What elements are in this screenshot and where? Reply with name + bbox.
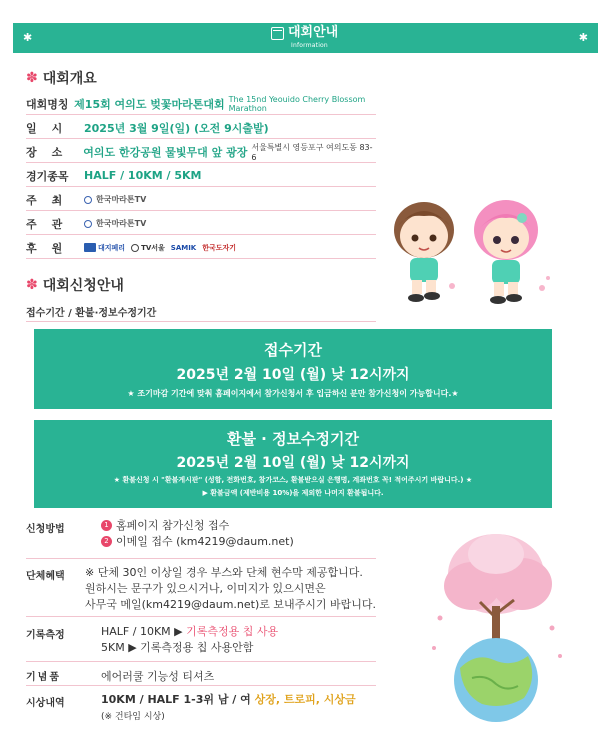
daeji-ferry-logo-icon — [84, 243, 96, 252]
header-title-text: 대회안내 — [288, 25, 339, 40]
sponsor-logo: 대지페리 — [84, 243, 125, 253]
row-events: 경기종목 HALF / 10KM / 5KM — [26, 165, 376, 187]
registration-period-box — [34, 329, 552, 409]
method-item: 1 홈페이지 참가신청 접수 — [101, 517, 294, 533]
refund-note-1: ★ 환불신청 시 "환불게시판" (성함, 전화번호, 참가코스, 환불받으실 은행명, 계좌번호 꼭! 적어주시기 바랍니다.) ★ — [113, 476, 473, 484]
mascot-illustration — [382, 190, 557, 315]
marathon-tv-logo-icon — [84, 220, 92, 228]
flower-icon: ✱ — [578, 31, 588, 44]
cherry-tree-globe-illustration — [420, 528, 570, 726]
application-title: ✽ 대회신청안내 — [26, 277, 124, 294]
flower-icon: ✽ — [26, 70, 38, 86]
row-method: 신청방법 1 홈페이지 참가신청 접수 2 이메일 접수 (km4219@daum.net) — [26, 514, 376, 559]
flower-icon: ✱ — [23, 31, 33, 44]
girl-mascot — [474, 200, 538, 304]
header-bar — [13, 23, 598, 53]
refund-period-box — [34, 420, 552, 508]
sponsor-logo: 한국도자기 — [202, 243, 237, 252]
row-sponsors: 후원 대지페리 TV서울 SAMIK 한국도자기 — [26, 237, 376, 259]
registration-deadline: 2025년 2월 10일 (월) 낮 12시까지 — [176, 367, 410, 383]
refund-deadline: 2025년 2월 10일 (월) 낮 12시까지 — [176, 455, 410, 471]
tv-seoul-logo-icon — [131, 244, 139, 252]
globe-icon — [454, 638, 538, 722]
row-awards: 시상내역 10KM / HALF 1-3위 남 / 여 상장, 트로피, 시상금 (※ 건타임 시상) — [26, 693, 356, 722]
boy-mascot — [394, 202, 454, 302]
calendar-icon — [271, 27, 284, 40]
row-date: 일시 2025년 3월 9일(일) (오전 9시출발) — [26, 117, 376, 139]
sponsor-logo: TV서울 — [131, 243, 165, 253]
row-souvenir: 기념품 에어러쿨 기능성 티셔츠 — [26, 664, 376, 686]
header-title — [271, 25, 339, 49]
method-item: 2 이메일 접수 (km4219@daum.net) — [101, 533, 294, 549]
row-host: 주최 한국마라톤TV — [26, 189, 376, 211]
cherry-tree-icon — [444, 534, 552, 642]
row-place: 장소 여의도 한강공원 물빛무대 앞 광장 서울특별시 영등포구 여의도동 83-6 — [26, 141, 376, 163]
flower-icon: ✽ — [26, 277, 38, 293]
registration-box-title: 접수기간 — [264, 341, 322, 359]
refund-box-title: 환불 · 정보수정기간 — [226, 430, 360, 448]
refund-note-2: ▶ 환불금액 (제반비용 10%)을 제외한 나머지 환불됩니다. — [202, 489, 384, 497]
row-organizer: 주관 한국마라톤TV — [26, 213, 376, 235]
period-label: 접수기간 / 환불·정보수정기간 — [26, 302, 376, 322]
marathon-tv-logo-icon — [84, 196, 92, 204]
row-timing: 기록측정 HALF / 10KM ▶ 기록측정용 칩 사용 5KM ▶ 기록측정용 칩 사용안함 — [26, 620, 376, 662]
registration-note: ★ 조기마감 기간에 맞춰 홈페이지에서 참가신청서 후 입금하신 분만 참가신청이 가능합니다.★ — [127, 389, 459, 398]
overview-title: ✽ 대회개요 — [26, 70, 97, 87]
sponsor-logo: SAMIK — [170, 243, 197, 252]
row-event-name: 대회명칭 제15회 여의도 벚꽃마라톤대회 The 15nd Yeouido Cherry Blossom Marathon — [26, 93, 376, 115]
header-subtitle: Information — [291, 42, 328, 49]
row-group-benefit: 단체혜택 ※ 단체 30인 이상일 경우 부스와 단체 현수막 제공합니다. 원하시는 문구가 있으시거나, 이미지가 있으시면은 사무국 메일(km4219@daum.net)로 보내주시기 바랍니다. — [26, 561, 376, 617]
